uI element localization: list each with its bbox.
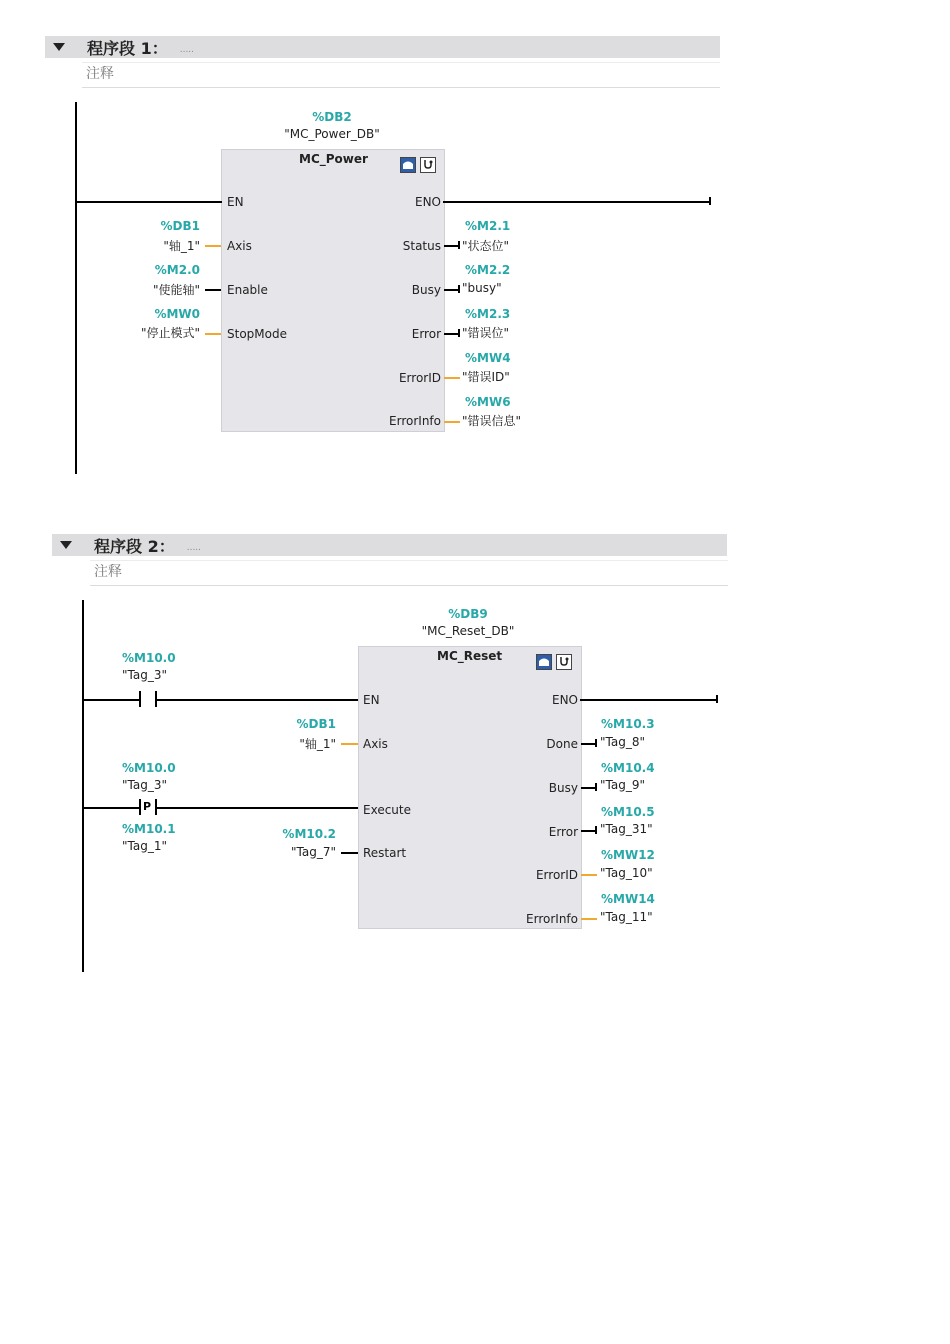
output-busy-address: %M10.4 xyxy=(601,761,655,775)
output-errorid-address: %MW4 xyxy=(465,351,511,365)
block-view-icon[interactable] xyxy=(400,157,416,173)
input-stopmode-tag[interactable]: "停止模式" xyxy=(140,326,200,340)
pin-eno: ENO xyxy=(414,195,441,209)
pin-busy: Busy xyxy=(411,283,441,297)
pin-execute: Execute xyxy=(363,803,411,817)
en-wire xyxy=(76,201,222,203)
output-busy-wire-end xyxy=(595,783,597,791)
input-enable-address: %M2.0 xyxy=(154,263,200,277)
output-status-tag[interactable]: "状态位" xyxy=(462,239,510,253)
network-2-title-dots[interactable]: ..... xyxy=(186,543,202,553)
input-axis-tag[interactable]: "轴_1" xyxy=(163,239,200,253)
output-errorinfo-wire xyxy=(581,918,597,920)
output-error-wire-end xyxy=(458,329,460,337)
pin-busy: Busy xyxy=(548,781,578,795)
pin-errorid: ErrorID xyxy=(535,868,578,882)
network-2-power-rail xyxy=(82,600,84,972)
contact-2-tag[interactable]: "Tag_3" xyxy=(122,778,167,792)
mc-reset-block[interactable] xyxy=(358,646,582,929)
output-busy-address: %M2.2 xyxy=(465,263,511,277)
output-done-wire-end xyxy=(595,739,597,747)
eno-wire xyxy=(443,201,711,203)
network-1-header[interactable] xyxy=(45,36,720,58)
block-title: MC_Power xyxy=(299,152,368,166)
contact-1-left-bar[interactable] xyxy=(139,691,141,707)
output-busy-tag[interactable]: "busy" xyxy=(462,281,502,295)
instance-db-address: %DB2 xyxy=(312,110,352,124)
output-status-address: %M2.1 xyxy=(465,219,511,233)
collapse-triangle-icon[interactable] xyxy=(60,541,72,549)
eno-wire xyxy=(580,699,718,701)
output-errorinfo-tag[interactable]: "Tag_11" xyxy=(600,910,653,924)
pin-axis: Axis xyxy=(227,239,252,253)
pin-errorinfo: ErrorInfo xyxy=(389,414,441,428)
output-error-wire-end xyxy=(595,826,597,834)
rung-2-wire-a xyxy=(83,807,139,809)
output-errorinfo-tag[interactable]: "错误信息" xyxy=(462,414,522,428)
pin-restart: Restart xyxy=(363,846,407,860)
output-errorid-address: %MW12 xyxy=(601,848,655,862)
pin-errorid: ErrorID xyxy=(398,371,441,385)
network-1-title: 程序段 1： xyxy=(87,38,168,58)
contact-3-tag[interactable]: "Tag_1" xyxy=(122,839,167,853)
pin-en: EN xyxy=(227,195,244,209)
contact-2-left-bar[interactable] xyxy=(139,799,141,815)
output-status-wire-end xyxy=(458,241,460,249)
output-error-tag[interactable]: "错误位" xyxy=(462,326,510,340)
instance-db-name: "MC_Reset_DB" xyxy=(421,624,515,638)
pin-enable: Enable xyxy=(227,283,268,297)
output-errorid-tag[interactable]: "错误ID" xyxy=(462,370,510,384)
network-2-header[interactable] xyxy=(52,534,727,556)
input-axis-address: %DB1 xyxy=(160,219,200,233)
rung-2-wire-b xyxy=(157,807,358,809)
output-errorid-tag[interactable]: "Tag_10" xyxy=(600,866,653,880)
pin-eno: ENO xyxy=(551,693,578,707)
eno-wire-end xyxy=(716,695,718,703)
output-error-address: %M10.5 xyxy=(601,805,655,819)
network-2-title: 程序段 2： xyxy=(94,536,175,556)
input-axis-address: %DB1 xyxy=(296,717,336,731)
pin-axis: Axis xyxy=(363,737,388,751)
input-stopmode-address: %MW0 xyxy=(154,307,200,321)
contact-2-address: %M10.0 xyxy=(122,761,176,775)
rung-1-wire-a xyxy=(83,699,139,701)
output-errorinfo-address: %MW14 xyxy=(601,892,655,906)
pin-en: EN xyxy=(363,693,380,707)
output-busy-tag[interactable]: "Tag_9" xyxy=(600,778,645,792)
block-view-icon[interactable] xyxy=(536,654,552,670)
stethoscope-icon[interactable] xyxy=(420,157,436,173)
pin-stopmode: StopMode xyxy=(227,327,287,341)
output-error-address: %M2.3 xyxy=(465,307,511,321)
input-axis-tag[interactable]: "轴_1" xyxy=(299,737,336,751)
instance-db-name: "MC_Power_DB" xyxy=(284,127,380,141)
input-restart-tag[interactable]: "Tag_7" xyxy=(291,845,336,859)
output-errorinfo-address: %MW6 xyxy=(465,395,511,409)
input-stopmode-wire xyxy=(205,333,221,335)
output-done-tag[interactable]: "Tag_8" xyxy=(600,735,645,749)
contact-2-p-label: P xyxy=(143,800,152,813)
instance-db-address: %DB9 xyxy=(448,607,488,621)
collapse-triangle-icon[interactable] xyxy=(53,43,65,51)
pin-error: Error xyxy=(411,327,441,341)
pin-status: Status xyxy=(402,239,441,253)
network-1-comment[interactable]: 注释 xyxy=(82,62,720,88)
block-title: MC_Reset xyxy=(437,649,503,663)
network-1-title-dots[interactable]: ..... xyxy=(179,45,195,55)
network-1-power-rail xyxy=(75,102,77,474)
contact-3-address: %M10.1 xyxy=(122,822,176,836)
pin-done: Done xyxy=(546,737,578,751)
input-axis-wire xyxy=(205,245,221,247)
stethoscope-icon[interactable] xyxy=(556,654,572,670)
input-enable-tag[interactable]: "使能轴" xyxy=(152,283,200,297)
mc-power-block[interactable] xyxy=(221,149,445,432)
pin-errorinfo: ErrorInfo xyxy=(526,912,578,926)
output-busy-wire-end xyxy=(458,285,460,293)
contact-1-address: %M10.0 xyxy=(122,651,176,665)
input-restart-address: %M10.2 xyxy=(282,827,336,841)
output-done-address: %M10.3 xyxy=(601,717,655,731)
output-errorinfo-wire xyxy=(444,421,460,423)
pin-error: Error xyxy=(548,825,578,839)
output-errorid-wire xyxy=(581,874,597,876)
output-error-tag[interactable]: "Tag_31" xyxy=(600,822,653,836)
output-errorid-wire xyxy=(444,377,460,379)
input-enable-wire xyxy=(205,289,221,291)
input-axis-wire xyxy=(341,743,358,745)
contact-1-tag[interactable]: "Tag_3" xyxy=(122,668,167,682)
rung-1-wire-b xyxy=(157,699,358,701)
network-2-comment[interactable]: 注释 xyxy=(90,560,728,586)
input-restart-wire xyxy=(341,852,358,854)
eno-wire-end xyxy=(709,197,711,205)
